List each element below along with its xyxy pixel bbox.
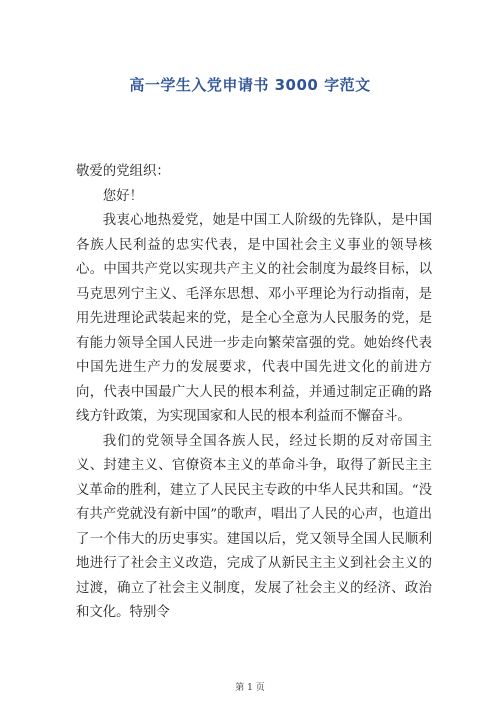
paragraph-2: 我们的党领导全国各族人民，经过长期的反对帝国主义、封建主义、官僚资本主义的革命斗争，取得了新民主主义革命的胜利，建立了人民民主专政的中华人民共和国。“没有共产党就没有新中国”的歌声，唱出了人民的心声，也道出了一个伟大的历史事实。建国以后，党又领导全国人民顺利地进行了社会主义改造，完成了从新民主主义到社会主义的过渡，确立了社会主义制度，发展了社会主义的经济、政治和文化。特别令	[76, 433, 432, 620]
paragraph-1: 我衷心地热爱党，她是中国工人阶级的先锋队，是中国各族人民利益的忠实代表，是中国社会主义事业的领导核心。中国共产党以实现共产主义的社会制度为最终目标，以马克思列宁主义、毛泽东思想、邓小平理论为行动指南，是用先进理论武装起来的党，是全心全意为人民服务的党，是有能力领导全国人民进一步走向繁荣富强的党。她始终代表中国先进生产力的发展要求，代表中国先进文化的前进方向，代表中国最广大人民的根本利益，并通过制定正确的路线方针政策，为实现国家和人民的根本利益而不懈奋斗。	[76, 213, 432, 424]
greeting: 您好！	[102, 188, 143, 204]
salutation: 敬爱的党组织：	[76, 164, 170, 179]
document-body	[76, 160, 432, 626]
document-title: 高一学生入党申请书 3000 字范文	[129, 76, 371, 94]
page-number: 第 1 页	[235, 683, 265, 693]
